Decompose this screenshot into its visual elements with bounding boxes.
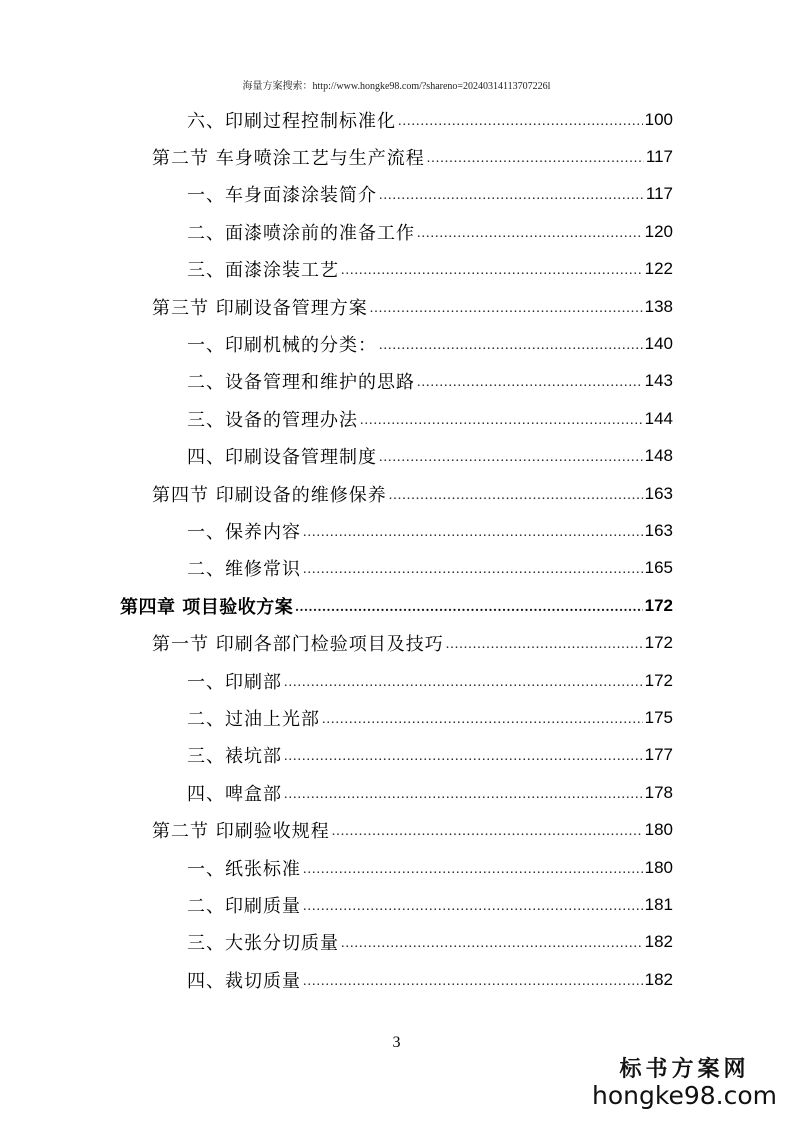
toc-entry-section[interactable]	[0, 288, 673, 325]
toc-leader-dots	[417, 222, 643, 242]
toc-entry-page: 178	[644, 782, 673, 802]
toc-entry-item[interactable]	[0, 213, 673, 250]
toc-entry-label: 第四节 印刷设备的维修保养	[152, 484, 387, 506]
toc-entry-label: 四、印刷设备管理制度	[187, 447, 377, 469]
page-number: 3	[392, 1034, 401, 1051]
toc-entry-label: 三、面漆涂装工艺	[187, 260, 339, 282]
toc-entry-label: 二、过油上光部	[187, 708, 320, 730]
toc-leader-dots	[284, 783, 643, 803]
toc-entry-page: 182	[644, 969, 673, 989]
toc-entry-item[interactable]	[0, 251, 673, 288]
toc-entry-page: 172	[644, 633, 673, 653]
toc-entry-page: 163	[644, 483, 673, 503]
toc-entry-page: 180	[644, 857, 673, 877]
toc-leader-dots	[446, 633, 643, 653]
toc-entry-label: 一、印刷机械的分类：	[187, 334, 377, 356]
toc-entry-label: 二、设备管理和维护的思路	[187, 372, 415, 394]
toc-leader-dots	[341, 932, 643, 952]
toc-entry-item[interactable]	[0, 774, 673, 811]
toc-leader-dots	[417, 371, 643, 391]
toc-entry-page: 181	[644, 894, 673, 914]
toc-entry-section[interactable]	[0, 812, 673, 849]
toc-entry-page: 163	[644, 520, 673, 540]
toc-entry-label: 一、车身面漆涂装简介	[187, 185, 377, 207]
toc-entry-label: 六、印刷过程控制标准化	[187, 110, 396, 132]
toc-leader-dots	[332, 820, 643, 840]
toc-leader-dots	[389, 484, 643, 504]
toc-entry-section[interactable]	[0, 475, 673, 512]
toc-entry-page: 144	[644, 408, 673, 428]
toc-entry-label: 第三节 印刷设备管理方案	[152, 297, 368, 319]
toc-entry-label: 二、维修常识	[187, 559, 301, 581]
toc-entry-chapter[interactable]	[0, 587, 673, 624]
toc-entry-label: 一、印刷部	[187, 671, 282, 693]
toc-leader-dots	[284, 745, 643, 765]
toc-entry-label: 第二节 印刷验收规程	[152, 821, 330, 843]
toc-entry-item[interactable]	[0, 886, 673, 923]
toc-entry-item[interactable]	[0, 662, 673, 699]
toc-entry-item[interactable]	[0, 512, 673, 549]
toc-leader-dots	[341, 259, 643, 279]
toc-entry-item[interactable]	[0, 325, 673, 362]
toc-entry-item[interactable]	[0, 924, 673, 961]
toc-entry-item[interactable]	[0, 737, 673, 774]
toc-leader-dots	[284, 671, 643, 691]
toc-leader-dots	[303, 558, 643, 578]
toc-entry-page: 175	[644, 707, 673, 727]
toc-entry-label: 四、裁切质量	[187, 970, 301, 992]
toc-leader-dots	[303, 895, 643, 915]
toc-entry-page: 172	[644, 670, 673, 690]
toc-leader-dots	[370, 297, 643, 317]
toc-entry-item[interactable]	[0, 438, 673, 475]
toc-entry-item[interactable]	[0, 176, 673, 213]
toc-leader-dots	[398, 110, 643, 130]
toc-entry-page: 138	[644, 296, 673, 316]
toc-entry-page: 180	[644, 820, 673, 840]
toc-entry-label: 三、大张分切质量	[187, 933, 339, 955]
toc-entry-item[interactable]	[0, 550, 673, 587]
toc-entry-label: 三、裱坑部	[187, 746, 282, 768]
toc-entry-item[interactable]	[0, 400, 673, 437]
toc-entry-label: 第一节 印刷各部门检验项目及技巧	[152, 634, 444, 656]
toc-entry-page: 140	[644, 333, 673, 353]
toc-leader-dots	[303, 858, 643, 878]
toc-leader-dots	[322, 708, 643, 728]
watermark-logo	[592, 1052, 777, 1110]
toc-leader-dots	[379, 334, 643, 354]
toc-entry-page: 177	[644, 745, 673, 765]
toc-entry-item[interactable]	[0, 101, 673, 138]
toc-leader-dots	[427, 147, 644, 167]
toc-entry-item[interactable]	[0, 961, 673, 998]
toc-entry-item[interactable]	[0, 849, 673, 886]
toc-entry-page: 172	[644, 595, 673, 615]
toc-entry-section[interactable]	[0, 138, 673, 175]
toc-leader-dots	[295, 596, 642, 616]
toc-entry-page: 182	[644, 932, 673, 952]
toc-entry-page: 100	[644, 109, 673, 129]
page-header: 海量方案搜索：http://www.hongke98.com/?shareno=20240314113707226l	[242, 81, 551, 92]
toc-entry-label: 三、设备的管理办法	[187, 409, 358, 431]
toc-entry-label: 第四章 项目验收方案	[120, 596, 294, 618]
toc-leader-dots	[303, 970, 643, 990]
toc-entry-label: 一、纸张标准	[187, 858, 301, 880]
toc-entry-page: 120	[644, 221, 673, 241]
toc-entry-label: 二、印刷质量	[187, 895, 301, 917]
toc-entry-page: 143	[644, 371, 673, 391]
toc-entry-label: 二、面漆喷涂前的准备工作	[187, 222, 415, 244]
toc-entry-page: 165	[644, 558, 673, 578]
toc-entry-label: 四、啤盒部	[187, 783, 282, 805]
toc-entry-item[interactable]	[0, 363, 673, 400]
toc-leader-dots	[379, 446, 643, 466]
toc-entry-section[interactable]	[0, 625, 673, 662]
toc-entry-page: 122	[644, 259, 673, 279]
toc-entry-label: 第二节 车身喷涂工艺与生产流程	[152, 147, 425, 169]
toc-leader-dots	[360, 409, 643, 429]
toc-entry-item[interactable]	[0, 699, 673, 736]
toc-leader-dots	[303, 521, 643, 541]
toc-entry-page: 117	[645, 146, 673, 166]
watermark-en: hongke98.com	[592, 1081, 777, 1110]
toc-entry-label: 一、保养内容	[187, 521, 301, 543]
toc-leader-dots	[379, 184, 644, 204]
toc-entry-page: 117	[645, 184, 673, 204]
toc-entry-page: 148	[644, 446, 673, 466]
watermark-cn: 标书方案网	[619, 1056, 750, 1082]
